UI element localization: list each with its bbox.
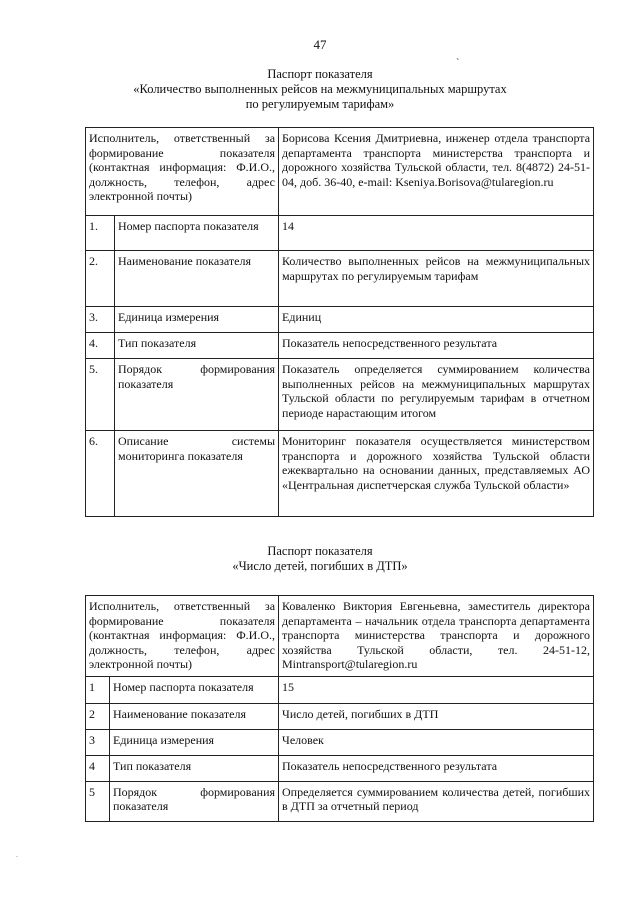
executor-label: Исполнитель, ответственный за формирование показателя (контактная информация: Ф.И.О., должность, телефон, адрес электронной почты) <box>86 596 279 677</box>
table-row <box>86 431 594 517</box>
row-number: 3. <box>86 307 115 333</box>
row-number: 4 <box>86 755 110 781</box>
table-row <box>86 359 594 431</box>
row-value: Число детей, погибших в ДТП <box>279 703 594 729</box>
row-label: Номер паспорта показателя <box>115 216 279 251</box>
row-label: Тип показателя <box>110 755 279 781</box>
row-label: Номер паспорта показателя <box>110 676 279 703</box>
table-row <box>86 781 594 821</box>
row-value: 14 <box>279 216 594 251</box>
row-number: 1 <box>86 676 110 703</box>
table-row <box>86 729 594 755</box>
row-number: 2 <box>86 703 110 729</box>
row-number: 1. <box>86 216 115 251</box>
row-label: Порядок формирования показателя <box>115 359 279 431</box>
row-label: Единица измерения <box>115 307 279 333</box>
heading-indicator-name: «Число детей, погибших в ДТП» <box>232 559 408 573</box>
table-row <box>86 703 594 729</box>
row-value: Количество выполненных рейсов на межмуниципальных маршрутах по регулируемым тарифам <box>279 251 594 307</box>
table-row <box>86 307 594 333</box>
heading-indicator-name: «Количество выполненных рейсов на межмуниципальных маршрутах <box>133 82 507 96</box>
table-row <box>86 596 594 677</box>
executor-value: Борисова Ксения Дмитриевна, инженер отдела транспорта департамента транспорта министерства транспорта и дорожного хозяйства Тульской области, тел. 8(4872) 24-51-04, доб. 36-40, e-mail: Kseniya.Borisova@tularegion.ru <box>279 128 594 216</box>
row-value: Единиц <box>279 307 594 333</box>
scan-speck: ` <box>456 58 460 69</box>
passport-2-heading <box>0 544 640 574</box>
row-value: Показатель определяется суммированием количества выполненных рейсов на межмуниципальных маршрутах Тульской области по регулируемым тарифам в отчетном периоде нарастающим итогом <box>279 359 594 431</box>
row-number: 2. <box>86 251 115 307</box>
row-number: 3 <box>86 729 110 755</box>
table-row <box>86 755 594 781</box>
table-row <box>86 216 594 251</box>
row-value: Показатель непосредственного результата <box>279 333 594 359</box>
row-value: Мониторинг показателя осуществляется министерством транспорта и дорожного хозяйства Тульской области ежеквартально на основании данных, представляемых АО «Центральная диспетчерская служба Тульской области» <box>279 431 594 517</box>
row-value: Показатель непосредственного результата <box>279 755 594 781</box>
heading-indicator-name-cont: по регулируемым тарифам» <box>245 97 395 111</box>
table-row <box>86 128 594 216</box>
heading-title: Паспорт показателя <box>267 544 373 558</box>
row-value: Определяется суммированием количества детей, погибших в ДТП за отчетный период <box>279 781 594 821</box>
passport-2-table <box>85 595 594 822</box>
heading-title: Паспорт показателя <box>267 67 373 81</box>
row-value: Человек <box>279 729 594 755</box>
table-row <box>86 333 594 359</box>
table-row <box>86 251 594 307</box>
scan-speck: . <box>16 850 18 859</box>
row-value: 15 <box>279 676 594 703</box>
row-label: Порядок формирования показателя <box>110 781 279 821</box>
row-label: Тип показателя <box>115 333 279 359</box>
row-number: 5 <box>86 781 110 821</box>
row-label: Единица измерения <box>110 729 279 755</box>
row-number: 5. <box>86 359 115 431</box>
row-number: 4. <box>86 333 115 359</box>
table-row <box>86 676 594 703</box>
passport-1-table <box>85 127 594 517</box>
row-number: 6. <box>86 431 115 517</box>
passport-1-heading <box>0 67 640 112</box>
row-label: Описание системы мониторинга показателя <box>115 431 279 517</box>
row-label: Наименование показателя <box>115 251 279 307</box>
executor-label: Исполнитель, ответственный за формирование показателя (контактная информация: Ф.И.О., должность, телефон, адрес электронной почты) <box>86 128 279 216</box>
executor-value: Коваленко Виктория Евгеньевна, заместитель директора департамента – начальник отдела транспорта департамента транспорта министерства транспорта и дорожного хозяйства Тульской области, тел. 24-51-12, Mintransport@tularegion.ru <box>279 596 594 677</box>
row-label: Наименование показателя <box>110 703 279 729</box>
page-number: 47 <box>313 37 327 52</box>
